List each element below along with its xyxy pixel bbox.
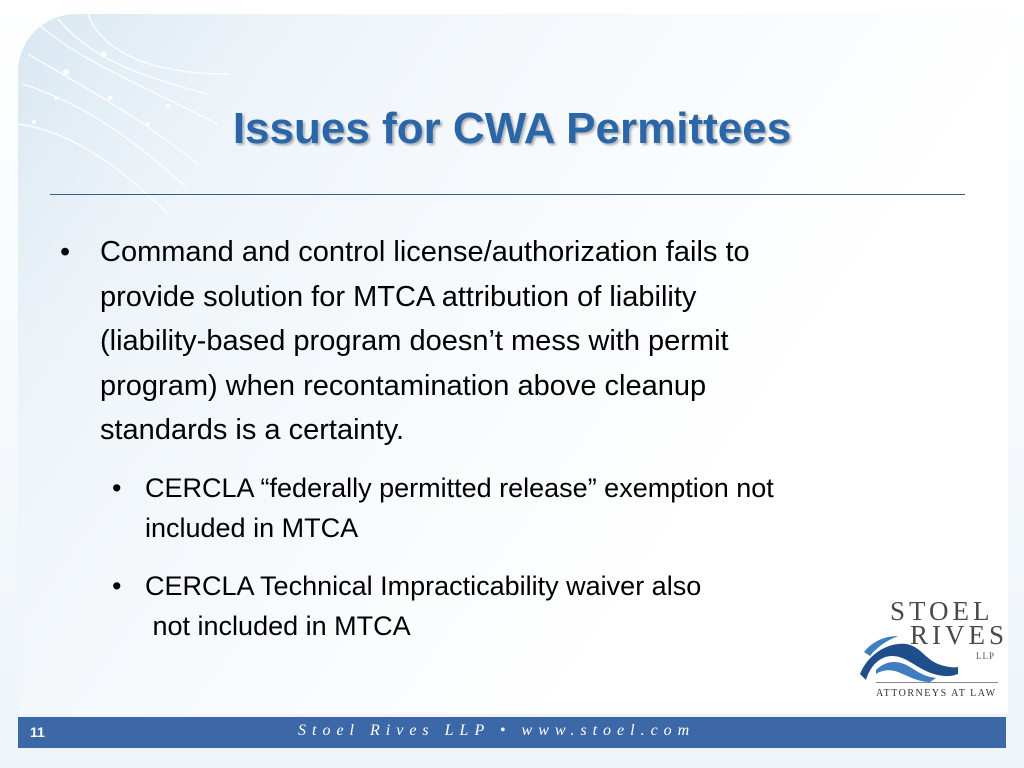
bullet-line: standards is a certainty.	[100, 414, 405, 446]
title-divider	[50, 194, 965, 195]
bullet-text	[145, 566, 872, 646]
logo-divider	[876, 682, 998, 683]
bullet-line: CERCLA Technical Impracticability waiver also	[145, 571, 702, 601]
logo-word-stoel: STOEL	[890, 596, 994, 626]
logo-word-rives: RIVES	[910, 620, 1009, 650]
bullet-line: program) when recontamination above cleanup	[100, 369, 707, 402]
logo-llp: LLP	[976, 651, 996, 661]
logo-tagline: ATTORNEYS AT LAW	[876, 688, 997, 699]
bullet-line: included in MTCA	[145, 513, 359, 543]
footer-bar	[18, 717, 1006, 748]
bullet-line: not included in MTCA	[145, 611, 411, 641]
bullet-marker: •	[112, 473, 122, 503]
bullet-marker: •	[112, 571, 122, 601]
page-number: 11	[30, 724, 45, 740]
bullet-line: Command and control license/authorization fails to	[100, 236, 750, 268]
river-swoosh-icon	[858, 634, 958, 682]
stoel-rives-logo	[858, 596, 1008, 708]
slide-title: Issues for CWA Permittees	[232, 104, 792, 153]
bullet-line: CERCLA “federally permitted release” exemption not	[145, 473, 774, 503]
bullet-line: provide solution for MTCA attribution of liability	[100, 280, 697, 313]
bullet-line: (liability-based program doesn’t mess with permit	[100, 325, 729, 357]
bullet-text	[145, 468, 962, 548]
bullet-marker: •	[60, 236, 71, 268]
bullet-text	[100, 230, 950, 453]
footer-text: Stoel Rives LLP • www.stoel.com	[298, 722, 696, 739]
